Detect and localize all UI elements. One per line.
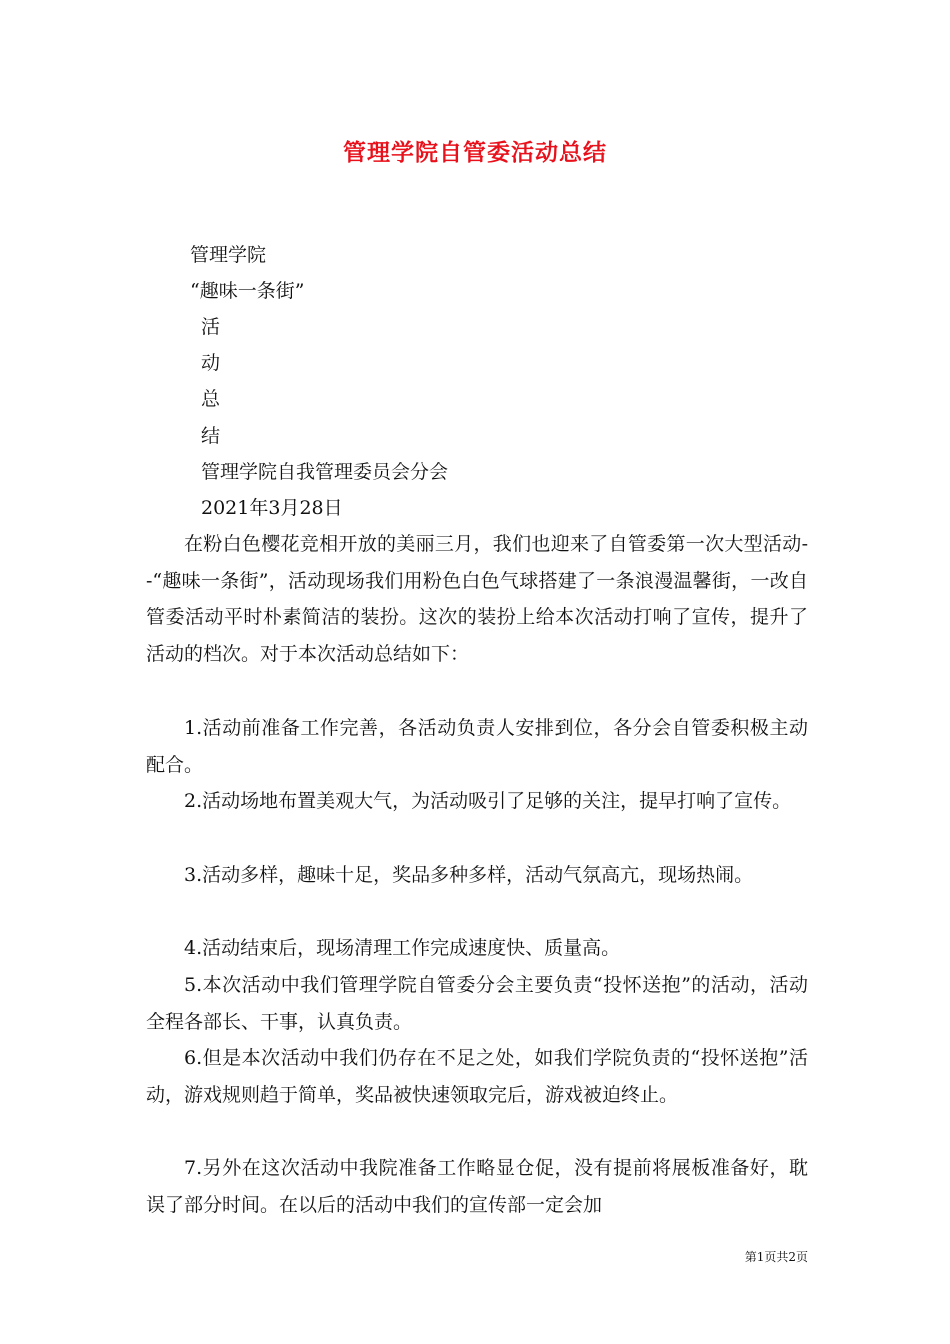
paragraph-intro: 在粉白色樱花竞相开放的美丽三月，我们也迎来了自管委第一次大型活动--“趣味一条街”，活动现场我们用粉色白色气球搭建了一条浪漫温馨街，一改自管委活动平时朴素简洁的装扮。这次的装扮上给本次活动打响了宣传，提升了活动的档次。对于本次活动总结如下： <box>146 533 808 665</box>
document-title: 管理学院自管委活动总结 <box>343 139 607 166</box>
paragraph-item-2: 2.活动场地布置美观大气，为活动吸引了足够的关注，提早打响了宣传。 <box>184 790 792 812</box>
paragraph-item-1: 1.活动前准备工作完善，各活动负责人安排到位，各分会自管委积极主动配合。 <box>146 717 808 776</box>
cover-org: 管理学院 <box>190 244 267 266</box>
cover-date: 2021年3月28日 <box>201 497 343 519</box>
cover-heading-char: 活 <box>201 316 221 338</box>
cover-heading-char: 总 <box>201 388 221 410</box>
cover-committee: 管理学院自我管理委员会分会 <box>201 461 449 483</box>
paragraph-item-6: 6.但是本次活动中我们仍存在不足之处，如我们学院负责的“投怀送抱”活动，游戏规则趋于简单，奖品被快速领取完后，游戏被迫终止。 <box>146 1047 808 1106</box>
cover-heading-char: 结 <box>201 425 221 447</box>
page-footer: 第1页共2页 <box>744 1250 808 1264</box>
paragraph-item-7: 7.另外在这次活动中我院准备工作略显仓促，没有提前将展板准备好，耽误了部分时间。在以后的活动中我们的宣传部一定会加 <box>146 1157 808 1216</box>
paragraph-item-3: 3.活动多样，趣味十足，奖品多种多样，活动气氛高亢，现场热闹。 <box>184 864 754 886</box>
cover-heading-char: 动 <box>201 352 221 374</box>
paragraph-item-5: 5.本次活动中我们管理学院自管委分会主要负责“投怀送抱”的活动，活动全程各部长、干事，认真负责。 <box>146 974 808 1033</box>
cover-event: “趣味一条街” <box>190 280 305 302</box>
paragraph-item-4: 4.活动结束后，现场清理工作完成速度快、质量高。 <box>184 937 621 959</box>
